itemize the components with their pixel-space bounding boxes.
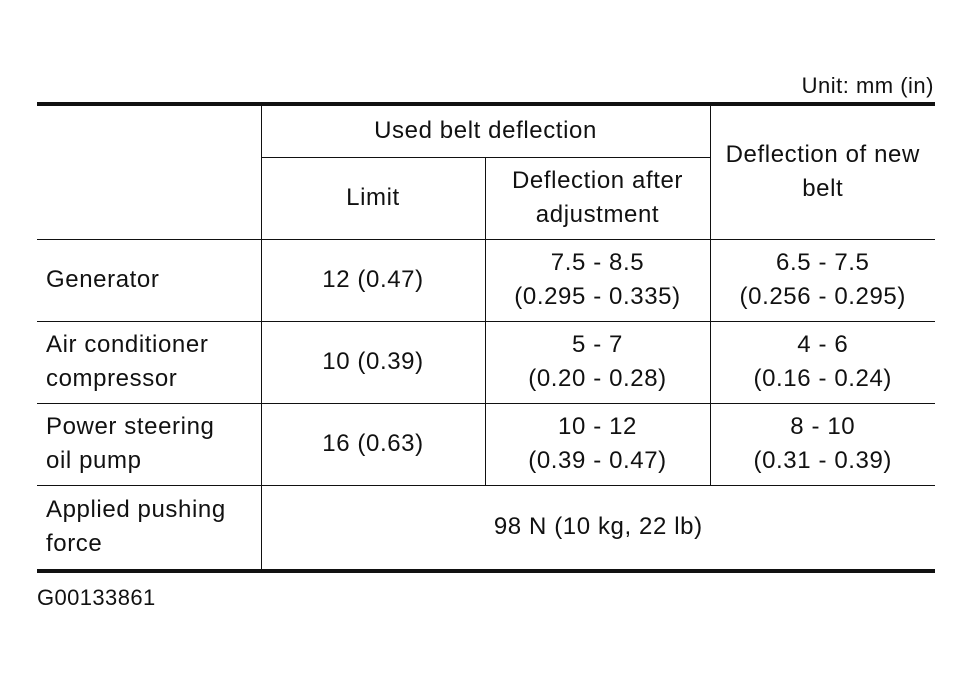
- header-new-belt-line1: Deflection of new: [725, 141, 920, 169]
- limit-cell: 16 (0.63): [261, 403, 485, 485]
- new-belt-line2: (0.256 - 0.295): [739, 283, 906, 310]
- new-belt-cell: [710, 239, 935, 321]
- header-used-belt-deflection: Used belt deflection: [261, 104, 710, 157]
- header-after-adjustment: [485, 157, 710, 239]
- pushing-force-value: 98 N (10 kg, 22 lb): [261, 485, 935, 571]
- after-adjustment-line2: (0.295 - 0.335): [514, 283, 681, 310]
- header-limit: Limit: [261, 157, 485, 239]
- after-adjustment-line1: 7.5 - 8.5: [550, 249, 645, 276]
- limit-cell: 12 (0.47): [261, 239, 485, 321]
- header-after-adjustment-line2: adjustment: [535, 201, 660, 228]
- row-label: [37, 321, 261, 403]
- figure-id: G00133861: [37, 585, 156, 610]
- unit-label: Unit: mm (in): [801, 73, 934, 98]
- corner-cell: [37, 104, 261, 239]
- after-adjustment-line1: 5 - 7: [571, 331, 624, 358]
- after-adjustment-line2: (0.20 - 0.28): [528, 365, 667, 392]
- row-label-line1: Applied pushing: [46, 496, 226, 524]
- row-label: [37, 403, 261, 485]
- row-label-line2: force: [46, 530, 103, 558]
- new-belt-line2: (0.31 - 0.39): [753, 447, 893, 474]
- row-label: [37, 485, 261, 571]
- after-adjustment-line2: (0.39 - 0.47): [528, 447, 667, 474]
- after-adjustment-line1: 10 - 12: [558, 413, 637, 440]
- new-belt-cell: [710, 403, 935, 485]
- limit-cell: 10 (0.39): [261, 321, 485, 403]
- after-adjustment-cell: [485, 239, 710, 321]
- belt-deflection-table: [37, 102, 935, 573]
- new-belt-line1: 4 - 6: [797, 331, 849, 358]
- after-adjustment-cell: [485, 321, 710, 403]
- new-belt-cell: [710, 321, 935, 403]
- new-belt-line1: 6.5 - 7.5: [776, 249, 870, 276]
- row-label: [37, 239, 261, 321]
- row-label-line2: compressor: [46, 365, 178, 392]
- table-row-pushing-force: [37, 485, 935, 571]
- header-new-belt-line2: belt: [802, 175, 844, 203]
- table-row-power-steering: [37, 403, 935, 485]
- header-row-1: [37, 104, 935, 157]
- row-label-line1: Generator: [46, 266, 160, 293]
- new-belt-line1: 8 - 10: [790, 413, 856, 440]
- new-belt-line2: (0.16 - 0.24): [753, 365, 893, 392]
- after-adjustment-cell: [485, 403, 710, 485]
- row-label-line1: Power steering: [46, 413, 215, 440]
- row-label-line1: Air conditioner: [46, 331, 209, 358]
- table-row-air-conditioner: [37, 321, 935, 403]
- table-row-generator: [37, 239, 935, 321]
- row-label-line2: oil pump: [46, 447, 142, 474]
- header-after-adjustment-line1: Deflection after: [512, 167, 684, 194]
- header-new-belt-deflection: [710, 104, 935, 239]
